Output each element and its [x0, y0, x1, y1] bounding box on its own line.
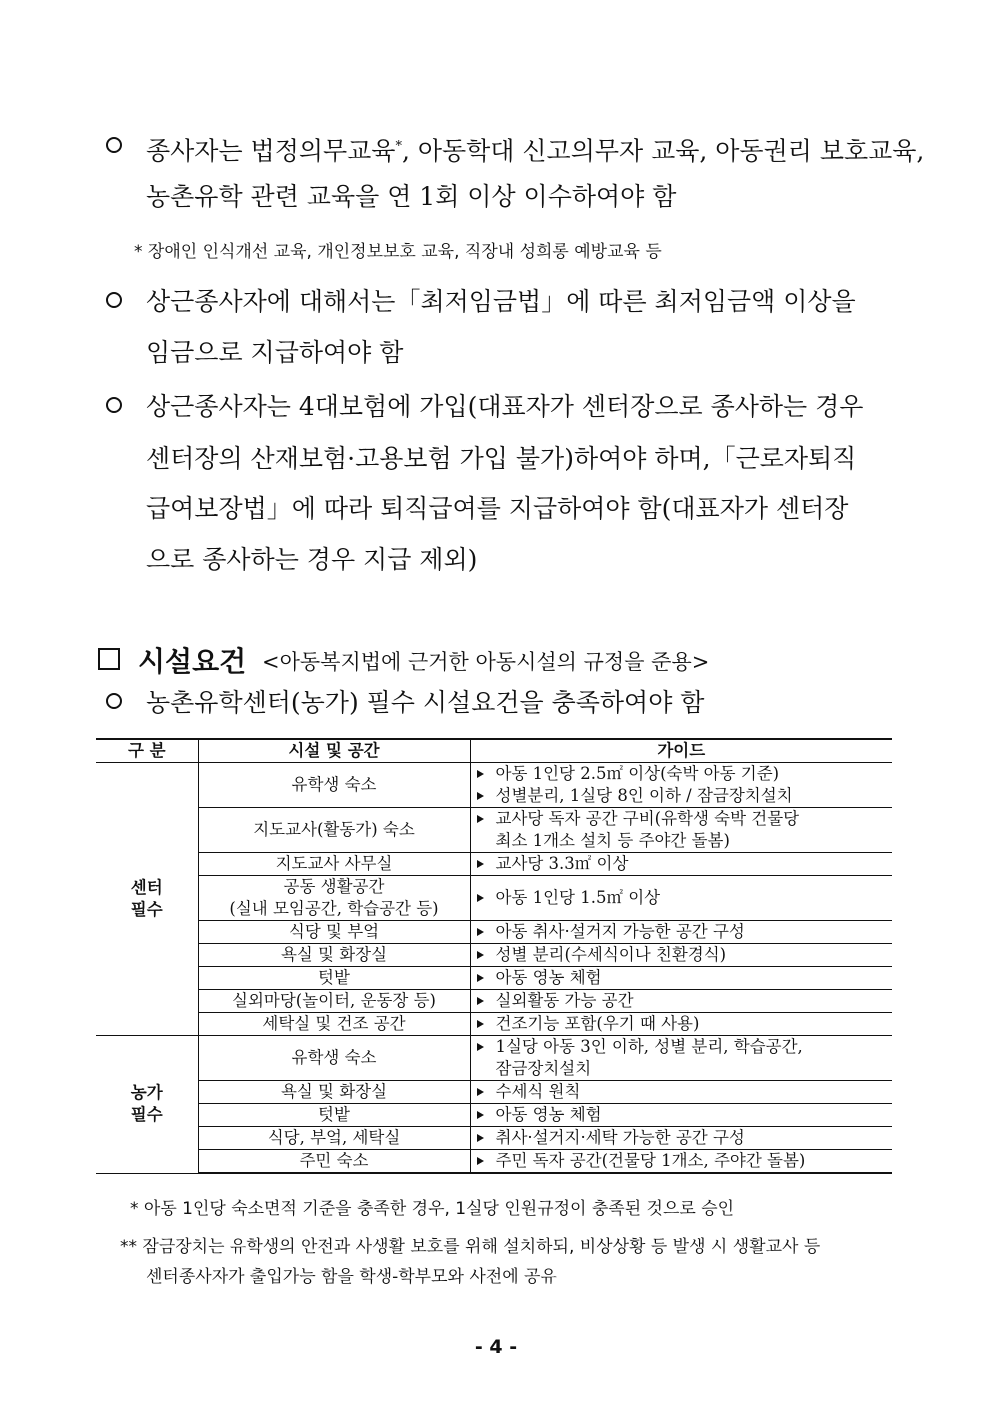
table-row	[96, 1081, 892, 1104]
triangle-bullet-icon	[477, 792, 484, 800]
triangle-bullet-icon	[477, 928, 484, 936]
facility-cell: 욕실 및 화장실	[198, 1081, 470, 1104]
table-row	[96, 763, 892, 808]
table-row	[96, 921, 892, 944]
triangle-bullet-icon	[477, 997, 484, 1005]
facility-cell: 유학생 숙소	[198, 1036, 470, 1081]
header-category: 구 분	[96, 739, 198, 763]
triangle-bullet-icon	[477, 860, 484, 868]
p2-line1: 상근종사자에 대해서는「최저임금법」에 따른 최저임금액 이상을	[146, 287, 856, 316]
group-center-line: 필수	[130, 900, 163, 919]
group-farm-required	[96, 1036, 198, 1174]
p3-line3: 급여보장법」에 따라 퇴직급여를 지급하여야 함(대표자가 센터장	[146, 494, 849, 523]
facility-cell: 식당 및 부엌	[198, 921, 470, 944]
table-row	[96, 1013, 892, 1036]
guide-cell: 아동 취사·설거지 가능한 공간 구성	[470, 921, 892, 944]
header-guide: 가이드	[470, 739, 892, 763]
table-row	[96, 967, 892, 990]
group-farm-line: 농가	[130, 1083, 163, 1103]
guide-cell: 교사당 독자 공간 구비(유학생 숙박 건물당 최소 1개소 설치 등 주야간 돌봄)	[470, 808, 892, 853]
guide-cell: 수세식 원칙	[470, 1081, 892, 1104]
p3-line4: 으로 종사하는 경우 지급 제외)	[146, 545, 478, 574]
section-title: 시설요건	[138, 645, 247, 678]
table-row	[96, 1127, 892, 1150]
guide-cell: 아동 영농 체험	[470, 967, 892, 990]
guide-cell: 실외활동 가능 공간	[470, 990, 892, 1013]
facility-cell	[198, 876, 470, 921]
guide-cell: 주민 독자 공간(건물당 1개소, 주야간 돌봄)	[470, 1150, 892, 1174]
p1-line2: 농촌유학 관련 교육을 연 1회 이상 이수하여야 함	[146, 182, 677, 211]
bullet-circle-4	[100, 706, 101, 707]
triangle-bullet-icon	[477, 1020, 484, 1028]
triangle-bullet-icon	[477, 770, 484, 778]
guide-cell: 건조기능 포함(우기 때 사용)	[470, 1013, 892, 1036]
facility-cell: 지도교사(활동가) 숙소	[198, 808, 470, 853]
table-row	[96, 1036, 892, 1081]
table-footnote-2-line1: ** 잠금장치는 유학생의 안전과 사생활 보호를 위해 설치하되, 비상상황 등 발생 시 생활교사 등	[120, 1237, 821, 1257]
facility-cell: 텃밭	[198, 967, 470, 990]
facility-table	[96, 738, 892, 1174]
facility-cell: 세탁실 및 건조 공간	[198, 1013, 470, 1036]
facility-cell: 욕실 및 화장실	[198, 944, 470, 967]
facility-cell: 실외마당(놀이터, 운동장 등)	[198, 990, 470, 1013]
group-center-line: 센터	[130, 878, 163, 897]
triangle-bullet-icon	[477, 974, 484, 982]
triangle-bullet-icon	[477, 1111, 484, 1119]
section-checkbox-icon	[98, 648, 120, 670]
header-facility: 시설 및 공간	[198, 739, 470, 763]
bullet-circle-1	[100, 150, 101, 151]
triangle-bullet-icon	[477, 1043, 484, 1051]
guide-cell: 취사·설거지·세탁 가능한 공간 구성	[470, 1127, 892, 1150]
section-bullet: 농촌유학센터(농가) 필수 시설요건을 충족하여야 함	[146, 688, 705, 717]
table-row	[96, 876, 892, 921]
p1-footnote: * 장애인 인식개선 교육, 개인정보보호 교육, 직장내 성희롱 예방교육 등	[134, 242, 662, 262]
page-number: - 4 -	[474, 1336, 518, 1358]
facility-cell: 지도교사 사무실	[198, 853, 470, 876]
triangle-bullet-icon	[477, 894, 484, 902]
triangle-bullet-icon	[477, 1134, 484, 1142]
guide-cell: 아동 1인당 1.5㎡ 이상	[470, 876, 892, 921]
triangle-bullet-icon	[477, 1088, 484, 1096]
triangle-bullet-icon	[477, 815, 484, 823]
table-row	[96, 808, 892, 853]
triangle-bullet-icon	[477, 1157, 484, 1165]
facility-cell: 유학생 숙소	[198, 763, 470, 808]
table-row	[96, 1104, 892, 1127]
table-row	[96, 853, 892, 876]
facility-line: (실내 모임공간, 학습공간 등)	[229, 899, 439, 918]
facility-cell: 식당, 부엌, 세탁실	[198, 1127, 470, 1150]
section-subtitle: <아동복지법에 근거한 아동시설의 규정을 준용>	[262, 650, 710, 674]
table-footnote-1: * 아동 1인당 숙소면적 기준을 충족한 경우, 1실당 인원규정이 충족된 것으로 승인	[130, 1199, 735, 1219]
table-row	[96, 990, 892, 1013]
table-row	[96, 944, 892, 967]
guide-cell: 아동 영농 체험	[470, 1104, 892, 1127]
group-center-required	[96, 763, 198, 1036]
facility-cell: 주민 숙소	[198, 1150, 470, 1174]
guide-cell: 성별 분리(수세식이나 친환경식)	[470, 944, 892, 967]
p3-line2: 센터장의 산재보험·고용보험 가입 불가)하여야 하며,「근로자퇴직	[146, 444, 857, 473]
triangle-bullet-icon	[477, 951, 484, 959]
facility-line: 공동 생활공간	[283, 877, 385, 896]
facility-cell: 텃밭	[198, 1104, 470, 1127]
guide-cell: 1실당 아동 3인 이하, 성별 분리, 학습공간, 잠금장치설치	[470, 1036, 892, 1081]
p2-line2: 임금으로 지급하여야 함	[146, 338, 404, 367]
table-footnote-2-line2: 센터종사자가 출입가능 함을 학생-학부모와 사전에 공유	[146, 1267, 557, 1287]
bullet-circle-2	[100, 305, 101, 306]
group-farm-line: 필수	[130, 1105, 163, 1125]
table-row	[96, 1150, 892, 1174]
guide-cell: 아동 1인당 2.5㎡ 이상(숙박 아동 기준) 성별분리, 1실당 8인 이하 / 잠금장치설치	[470, 763, 892, 808]
p1-line1: 종사자는 법정의무교육*, 아동학대 신고의무자 교육, 아동권리 보호교육,	[146, 136, 925, 166]
table-header-row	[96, 739, 892, 763]
bullet-circle-3	[100, 410, 101, 411]
p3-line1: 상근종사자는 4대보험에 가입(대표자가 센터장으로 종사하는 경우	[146, 392, 864, 421]
guide-cell: 교사당 3.3㎡ 이상	[470, 853, 892, 876]
